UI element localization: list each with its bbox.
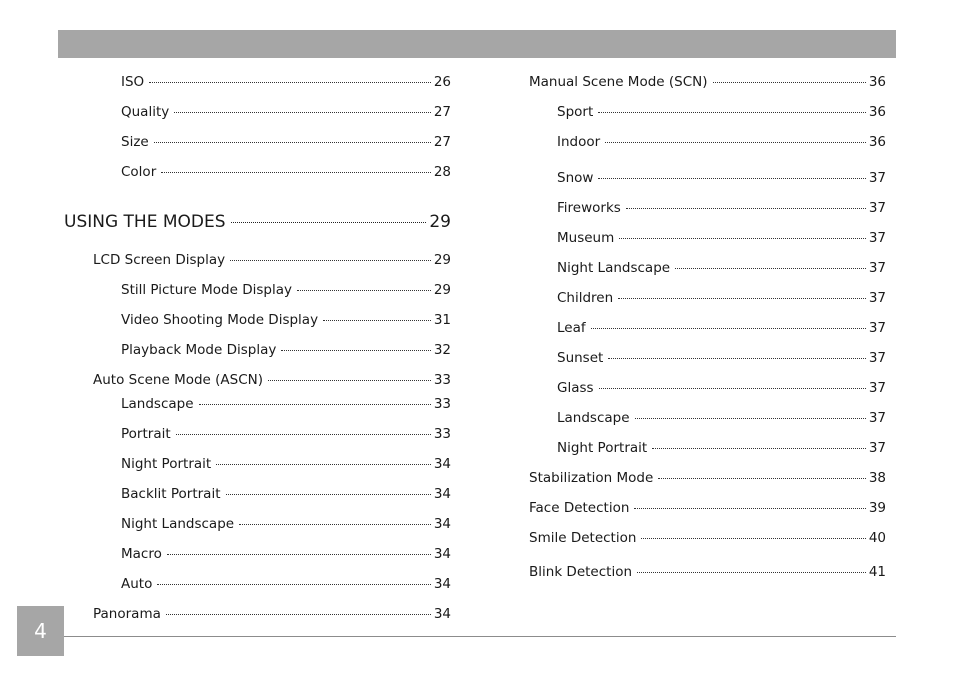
toc-entry-page: 34: [433, 576, 451, 592]
toc-leader-dots: [176, 434, 431, 435]
toc-entry[interactable]: [529, 563, 886, 581]
toc-entry-page: 27: [433, 134, 451, 150]
toc-entry-label: USING THE MODES: [64, 212, 226, 232]
toc-entry[interactable]: [121, 73, 451, 91]
toc-entry-label: Children: [557, 290, 614, 306]
toc-leader-dots: [161, 172, 431, 173]
toc-entry-page: 33: [433, 396, 451, 412]
toc-entry-label: Backlit Portrait: [121, 486, 221, 502]
toc-entry-page: 40: [868, 530, 886, 546]
toc-leader-dots: [226, 494, 431, 495]
toc-entry-label: Blink Detection: [529, 564, 633, 580]
toc-entry-page: 33: [433, 426, 451, 442]
toc-leader-dots: [174, 112, 431, 113]
toc-entry-label: Color: [121, 164, 157, 180]
toc-leader-dots: [591, 328, 866, 329]
toc-entry[interactable]: [93, 251, 451, 269]
toc-leader-dots: [297, 290, 431, 291]
toc-entry[interactable]: [557, 103, 886, 121]
toc-entry-page: 37: [868, 380, 886, 396]
toc-entry-label: Quality: [121, 104, 170, 120]
toc-entry[interactable]: [557, 349, 886, 367]
toc-entry-label: Glass: [557, 380, 594, 396]
toc-entry[interactable]: [557, 379, 886, 397]
toc-entry[interactable]: [557, 259, 886, 277]
toc-leader-dots: [230, 260, 431, 261]
toc-leader-dots: [216, 464, 431, 465]
toc-entry-page: 27: [433, 104, 451, 120]
toc-entry-label: LCD Screen Display: [93, 252, 226, 268]
toc-entry[interactable]: [121, 341, 451, 359]
toc-entry[interactable]: [121, 425, 451, 443]
toc-leader-dots: [713, 82, 866, 83]
toc-entry-label: Macro: [121, 546, 162, 562]
footer-rule: [58, 636, 896, 637]
toc-leader-dots: [605, 142, 866, 143]
toc-entry-page: 34: [433, 516, 451, 532]
toc-leader-dots: [167, 554, 431, 555]
toc-leader-dots: [619, 238, 866, 239]
toc-entry-label: Portrait: [121, 426, 171, 442]
toc-entry[interactable]: [557, 409, 886, 427]
toc-entry[interactable]: [557, 319, 886, 337]
toc-entry-page: 37: [868, 260, 886, 276]
toc-leader-dots: [268, 380, 431, 381]
toc-leader-dots: [231, 222, 427, 223]
toc-entry-label: Museum: [557, 230, 615, 246]
toc-entry-label: ISO: [121, 74, 145, 90]
toc-entry[interactable]: [121, 545, 451, 563]
toc-entry[interactable]: [93, 371, 451, 389]
toc-leader-dots: [658, 478, 866, 479]
toc-leader-dots: [157, 584, 430, 585]
toc-entry[interactable]: [121, 485, 451, 503]
toc-entry[interactable]: [121, 395, 451, 413]
toc-entry-page: 37: [868, 200, 886, 216]
toc-entry[interactable]: [121, 133, 451, 151]
toc-entry[interactable]: [529, 469, 886, 487]
toc-entry[interactable]: [121, 281, 451, 299]
toc-entry[interactable]: [557, 289, 886, 307]
toc-entry-page: 34: [433, 456, 451, 472]
toc-entry-label: Snow: [557, 170, 594, 186]
toc-leader-dots: [598, 178, 865, 179]
toc-entry[interactable]: [529, 73, 886, 91]
toc-entry-label: Night Landscape: [557, 260, 671, 276]
toc-entry-label: Stabilization Mode: [529, 470, 654, 486]
toc-entry-label: Fireworks: [557, 200, 621, 216]
toc-entry-page: 33: [433, 372, 451, 388]
toc-entry-page: 32: [433, 342, 451, 358]
toc-entry-page: 41: [868, 564, 886, 580]
toc-leader-dots: [154, 142, 431, 143]
toc-entry-page: 36: [868, 104, 886, 120]
toc-entry-label: Video Shooting Mode Display: [121, 312, 319, 328]
toc-entry[interactable]: [121, 575, 451, 593]
toc-entry-page: 37: [868, 410, 886, 426]
toc-entry-label: Sunset: [557, 350, 604, 366]
toc-entry-label: Landscape: [557, 410, 630, 426]
toc-entry-label: Auto Scene Mode (ASCN): [93, 372, 264, 388]
toc-leader-dots: [599, 388, 866, 389]
toc-leader-dots: [239, 524, 431, 525]
toc-leader-dots: [634, 508, 865, 509]
toc-entry-page: 26: [433, 74, 451, 90]
toc-entry-label: Playback Mode Display: [121, 342, 277, 358]
toc-entry-page: 37: [868, 230, 886, 246]
toc-entry[interactable]: [557, 133, 886, 151]
toc-entry-page: 31: [433, 312, 451, 328]
toc-leader-dots: [281, 350, 430, 351]
toc-entry-page: 34: [433, 606, 451, 622]
toc-entry-label: Smile Detection: [529, 530, 637, 546]
toc-entry-page: 36: [868, 134, 886, 150]
toc-entry[interactable]: [121, 311, 451, 329]
toc-leader-dots: [637, 572, 866, 573]
toc-entry-page: 34: [433, 546, 451, 562]
toc-entry-label: Landscape: [121, 396, 194, 412]
toc-entry-page: 37: [868, 320, 886, 336]
toc-entry-page: 29: [429, 212, 451, 232]
toc-leader-dots: [641, 538, 865, 539]
toc-entry-label: Face Detection: [529, 500, 630, 516]
toc-entry-page: 37: [868, 350, 886, 366]
page-number-box: [17, 606, 64, 656]
toc-entry[interactable]: [529, 499, 886, 517]
toc-entry[interactable]: [557, 169, 886, 187]
toc-entry-page: 28: [433, 164, 451, 180]
toc-entry-label: Indoor: [557, 134, 601, 150]
toc-entry[interactable]: [121, 515, 451, 533]
toc-entry[interactable]: [557, 199, 886, 217]
toc-leader-dots: [618, 298, 866, 299]
toc-entry-label: Leaf: [557, 320, 586, 336]
toc-leader-dots: [149, 82, 431, 83]
header-bar: [58, 30, 896, 58]
toc-entry-label: Manual Scene Mode (SCN): [529, 74, 708, 90]
toc-entry-page: 39: [868, 500, 886, 516]
toc-leader-dots: [199, 404, 431, 405]
toc-entry-label: Panorama: [93, 606, 161, 622]
toc-entry-page: 29: [433, 252, 451, 268]
toc-leader-dots: [166, 614, 431, 615]
toc-leader-dots: [652, 448, 866, 449]
page-number: 4: [34, 619, 47, 643]
toc-leader-dots: [675, 268, 866, 269]
toc-leader-dots: [608, 358, 865, 359]
toc-entry-label: Night Portrait: [557, 440, 648, 456]
toc-leader-dots: [323, 320, 431, 321]
toc-entry-label: Night Landscape: [121, 516, 235, 532]
toc-entry-page: 37: [868, 290, 886, 306]
toc-leader-dots: [626, 208, 866, 209]
toc-leader-dots: [635, 418, 866, 419]
toc-entry-label: Night Portrait: [121, 456, 212, 472]
toc-entry-label: Auto: [121, 576, 153, 592]
toc-entry[interactable]: [557, 439, 886, 457]
toc-entry[interactable]: [121, 103, 451, 121]
toc-entry-page: 34: [433, 486, 451, 502]
toc-entry[interactable]: [121, 163, 451, 181]
toc-entry-page: 38: [868, 470, 886, 486]
toc-entry[interactable]: [121, 455, 451, 473]
toc-entry-page: 36: [868, 74, 886, 90]
toc-entry-label: Still Picture Mode Display: [121, 282, 292, 298]
toc-entry-page: 29: [433, 282, 451, 298]
toc-entry[interactable]: [529, 529, 886, 547]
toc-entry[interactable]: [93, 605, 451, 623]
toc-entry-label: Size: [121, 134, 149, 150]
toc-entry[interactable]: [557, 229, 886, 247]
toc-entry-page: 37: [868, 170, 886, 186]
toc-leader-dots: [598, 112, 866, 113]
toc-entry-label: Sport: [557, 104, 594, 120]
toc-entry-page: 37: [868, 440, 886, 456]
toc-chapter-heading[interactable]: [64, 211, 451, 233]
